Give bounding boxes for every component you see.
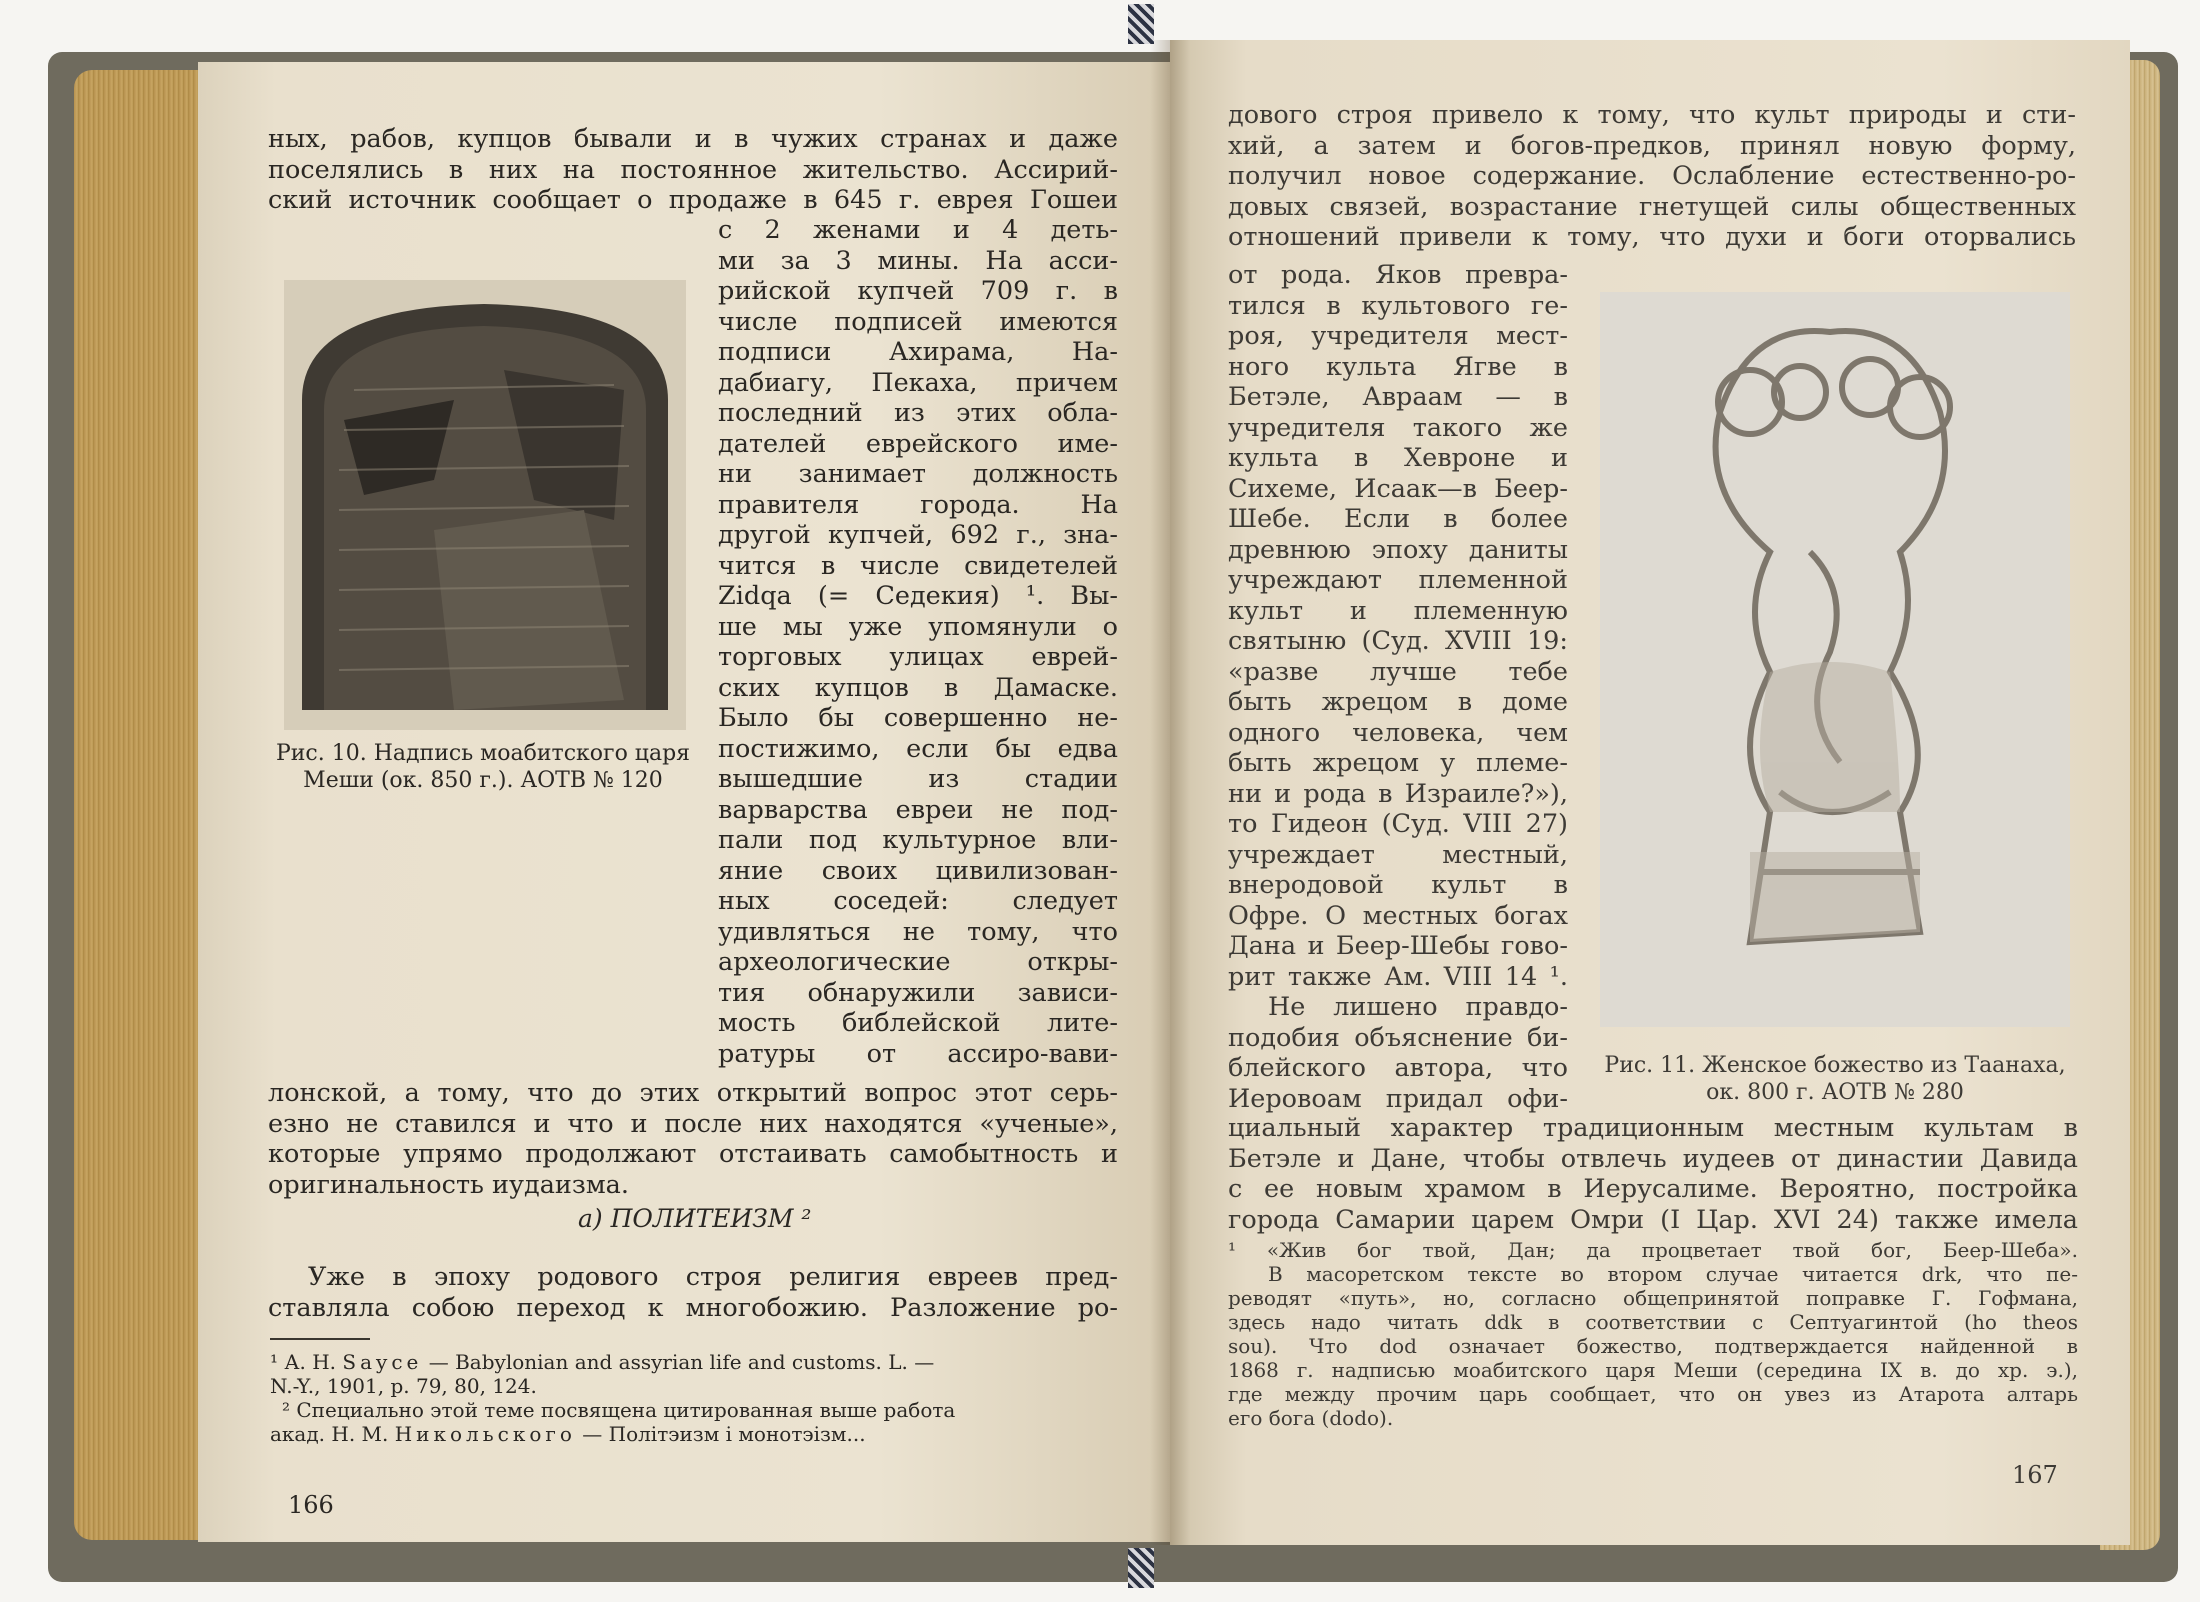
footnote-2-prefix: акад. Н. М. [270,1422,395,1446]
footnote-2-author: Никольского [394,1422,576,1446]
text-line: ного культа Ягве в [1228,351,1568,382]
right-page [1170,40,2130,1545]
text-line: дового строя привело к тому, что культ природы и сти- [1228,100,2076,130]
text-line: довых связей, возрастание гнетущей силы общественных [1228,191,2076,222]
text-line: ский источник сообщает о продаже в 645 г. еврея Гошеи [268,185,1118,215]
text-line: быть жрецом в доме [1228,687,1568,717]
text-line: быть жрецом у племе- [1228,748,1568,778]
figure-11-caption [1580,1052,2090,1106]
text-line: подобия объяснение би- [1228,1022,1568,1053]
footnote-1-author: Sayce [342,1350,423,1374]
text-line: Сихеме, Исаак—в Беер- [1228,473,1568,504]
section-heading: а) ПОЛИТЕИЗМ ² [578,1204,812,1233]
text-line: от рода. Яков превра- [1228,260,1568,290]
section-text [268,1262,1118,1323]
text-line: которые упрямо продолжают отстаивать самобытность и [268,1139,1118,1169]
page-edges-left [74,70,204,1540]
text-line: удивляться не тому, что [718,916,1118,947]
text-line: получил новое содержание. Ослабление естественно-ро- [1228,161,2076,191]
book-spine [1150,40,1190,1545]
text-line: ни и рода в Израиле?»), [1228,778,1568,809]
goddess-image [1600,292,2070,1027]
text-line: лонской, а тому, что до этих открытий вопрос этот серь- [268,1078,1118,1108]
text-line: археологические откры- [718,947,1118,977]
page-number-right: 167 [2012,1461,2058,1489]
bookmark-ribbon-bottom [1128,1548,1154,1588]
text-line: последний из этих обла- [718,398,1118,428]
footnote-line: ¹ «Жив бог твой, Дан; да процветает твой бог, Беер-Шеба». [1228,1238,2078,1262]
text-line: Дана и Беер-Шебы гово- [1228,931,1568,961]
left-column-text [718,215,1118,1069]
text-line: «разве лучше тебе [1228,656,1568,687]
text-line: с ее новым храмом в Иерусалиме. Вероятно, постройка [1228,1174,2078,1204]
text-line: святыню (Суд. XVIII 19: [1228,626,1568,656]
text-line: ше мы уже упомянули о [718,611,1118,642]
figure-11-caption-line1: Рис. 11. Женское божество из Таанаха, [1604,1053,2066,1078]
text-line: роя, учредителя мест- [1228,321,1568,351]
text-line: яние своих цивилизован- [718,855,1118,886]
text-line: дателей еврейского име- [718,428,1118,459]
page-number-left: 166 [288,1491,334,1519]
footnote-2-line1: ² Специально этой теме посвящена цитированная выше работа [282,1398,956,1422]
text-line: мость библейской лите- [718,1008,1118,1038]
text-line: древнюю эпоху даниты [1228,534,1568,565]
text-line: учреждают племенной [1228,565,1568,595]
text-line: ставляла собою переход к многобожию. Разложение ро- [268,1292,1118,1323]
footnote-line: В масоретском тексте во втором случае читается drk, что пе- [1268,1262,2078,1286]
text-line: одного человека, чем [1228,717,1568,748]
text-line: циальный характер традиционным местным культам в [1228,1113,2078,1143]
text-line: культ и племенную [1228,595,1568,626]
footnote-2-line2 [270,1422,1118,1446]
text-line: Шебе. Если в более [1228,504,1568,534]
left-top-text [268,124,1118,216]
text-line: Офре. О местных богах [1228,900,1568,931]
text-line: чится в числе свидетелей [718,550,1118,581]
footnote-1-prefix: ¹ А. Н. [270,1350,343,1374]
figure-10-caption [258,740,708,794]
text-line: ских купцов в Дамаске. [718,672,1118,703]
figure-11-caption-line2: ок. 800 г. АОТВ № 280 [1706,1080,1964,1105]
text-line: Было бы совершенно не- [718,703,1118,733]
footnote-line: здесь надо читать ddk в соответствии с Септуагинтой (ho theos [1228,1310,2078,1334]
text-line: культа в Хевроне и [1228,443,1568,473]
text-line: дабиагу, Пекаха, причем [718,367,1118,398]
stele-image [284,280,686,730]
footnote-rule-left [270,1338,370,1340]
right-column-text [1228,260,1568,1114]
text-line: варварства евреи не под- [718,794,1118,825]
bookmark-ribbon-top [1128,4,1154,44]
footnote-1 [270,1350,1118,1374]
text-line: рийской купчей 709 г. в [718,276,1118,306]
text-line: другой купчей, 692 г., зна- [718,520,1118,550]
text-line: Не лишено правдо- [1268,992,1568,1022]
footnote-line: реводят «путь», но, согласно общепринятой поправке Г. Гофмана, [1228,1286,2078,1310]
text-line: то Гидеон (Суд. VIII 27) [1228,809,1568,839]
text-line: езно не ставился и что и после них находятся «ученые», [268,1108,1118,1139]
text-line: Бетэле, Авраам — в [1228,382,1568,412]
text-line: отношений привели к тому, что духи и боги оторвались [1228,222,2076,252]
footnote-1-rest: — Babylonian and assyrian life and customs. L. — [422,1350,935,1374]
text-line: внеродовой культ в [1228,870,1568,900]
text-line: рит также Ам. VIII 14 ¹. [1228,961,1568,992]
text-line: оригинальность иудаизма. [268,1169,629,1200]
text-line: учредителя такого же [1228,412,1568,443]
footnote-line: где между прочим царь сообщает, что он увез из Атарота алтарь [1228,1382,2078,1406]
text-line: пали под культурное вли- [718,825,1118,855]
text-line: постижимо, если бы едва [718,733,1118,764]
text-line: блейского автора, что [1228,1053,1568,1083]
text-line: города Самарии царем Омри (I Цар. XVI 24) также имела [1228,1204,2078,1235]
mesha-stele-figure [284,280,686,730]
text-line: числе подписей имеются [718,306,1118,337]
text-line: торговых улицах еврей- [718,642,1118,672]
text-line: Бетэле и Дане, чтобы отвлечь иудеев от династии Давида [1228,1143,2078,1174]
left-footnotes [270,1350,1118,1446]
text-line: ратуры от ассиро-вави- [718,1038,1118,1069]
text-line: тился в культового ге- [1228,290,1568,321]
text-line: хий, а затем и богов-предков, принял новую форму, [1228,130,2076,161]
taanach-goddess-figure [1600,292,2070,1027]
text-line: с 2 женами и 4 деть- [718,215,1118,245]
footnote-line: его бога (dodo). [1228,1406,1394,1430]
text-line: правителя города. На [718,489,1118,520]
left-bottom-text [268,1078,1118,1200]
footnote-2-rest: — Політэизм і монотэізм... [575,1422,866,1446]
right-top-text [1228,100,2076,253]
text-line: вышедшие из стадии [718,764,1118,794]
text-line: Иеровоам придал офи- [1228,1083,1568,1114]
right-bottom-text [1228,1113,2078,1235]
text-line: тия обнаружили зависи- [718,977,1118,1008]
figure-10-caption-line1: Рис. 10. Надпись моабитского царя [275,741,691,766]
text-line: Уже в эпоху родового строя религия евреев пред- [308,1262,1118,1292]
footnote-1-line2: N.-Y., 1901, p. 79, 80, 124. [270,1374,537,1398]
text-line: ных, рабов, купцов бывали и в чужих странах и даже [268,124,1118,154]
left-page [198,62,1170,1542]
text-line: учреждает местный, [1228,839,1568,870]
text-line: ми за 3 мины. На асси- [718,245,1118,276]
footnote-line: 1868 г. надписью моабитского царя Меши (середина IX в. до хр. э.), [1228,1358,2078,1382]
text-line: поселялись в них на постоянное жительство. Ассирий- [268,154,1118,185]
figure-10-caption-line2: Меши (ок. 850 г.). АОТВ № 120 [303,768,663,793]
text-line: подписи Ахирама, На- [718,337,1118,367]
text-line: Zidqa (= Седекия) ¹. Вы- [718,581,1118,611]
text-line: ных соседей: следует [718,886,1118,916]
right-footnotes [1228,1238,2078,1430]
text-line: ни занимает должность [718,459,1118,489]
footnote-line: sou). Что dod означает божество, подтверждается найденной в [1228,1334,2078,1358]
